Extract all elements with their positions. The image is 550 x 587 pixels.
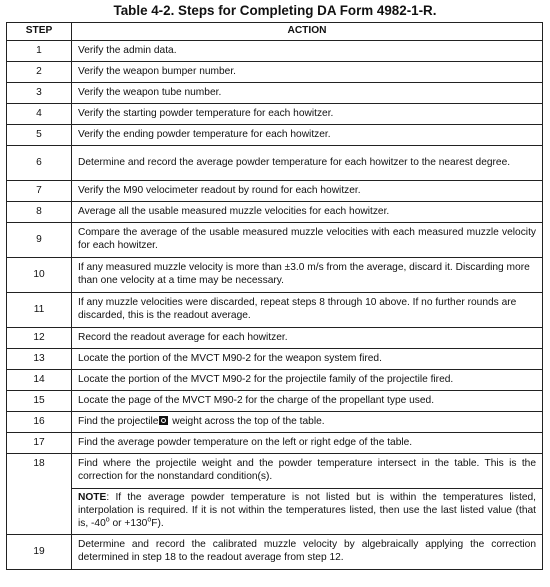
table-row: [7, 41, 543, 62]
step-number: 3: [7, 83, 72, 104]
table-row: [7, 202, 543, 223]
table-row-note: [7, 489, 543, 535]
step-action-text: weight across the top of the table.: [169, 415, 325, 427]
step-number: 1: [7, 41, 72, 62]
step-number: 15: [7, 391, 72, 412]
table-row: [7, 146, 543, 181]
step-action: Locate the portion of the MVCT M90-2 for the weapon system fired.: [72, 349, 543, 370]
note-label: NOTE: [78, 492, 107, 504]
step-action: Find the average powder temperature on the left or right edge of the table.: [72, 433, 543, 454]
step-action: Verify the ending powder temperature for each howitzer.: [72, 125, 543, 146]
step-column-header: STEP: [7, 23, 72, 41]
step-number: 13: [7, 349, 72, 370]
step-action: Verify the M90 velocimeter readout by round for each howitzer.: [72, 181, 543, 202]
step-action: If any measured muzzle velocity is more than ±3.0 m/s from the average, discard it. Discarding more than one velocity at a time may be necessary.: [72, 258, 543, 293]
step-number: 11: [7, 293, 72, 328]
note-text: or +130: [109, 517, 148, 529]
table-row: [7, 223, 543, 258]
step-number: 6: [7, 146, 72, 181]
step-action: [72, 412, 543, 433]
step-number: 4: [7, 104, 72, 125]
step-action: Record the readout average for each howitzer.: [72, 328, 543, 349]
table-row: [7, 258, 543, 293]
note-text: F).: [151, 517, 164, 529]
table-row: [7, 370, 543, 391]
table-row: [7, 433, 543, 454]
note-text: : If the average powder temperature is not listed but is within the temperatures listed, interpolation is required. If it is not within the temperatures listed, then use the last listed value (that is, -40: [78, 492, 536, 529]
step-number: 8: [7, 202, 72, 223]
step-number: 19: [7, 535, 72, 570]
step-action: Verify the weapon tube number.: [72, 83, 543, 104]
header-row: [7, 23, 543, 41]
table-row: [7, 293, 543, 328]
step-action: Determine and record the average powder temperature for each howitzer to the nearest degree.: [72, 146, 543, 181]
step-action: Verify the admin data.: [72, 41, 543, 62]
action-column-header: ACTION: [72, 23, 543, 41]
table-row: [7, 412, 543, 433]
step-action: Locate the page of the MVCT M90-2 for the charge of the propellant type used.: [72, 391, 543, 412]
table-row: [7, 104, 543, 125]
step-number: 5: [7, 125, 72, 146]
step-action: Locate the portion of the MVCT M90-2 for the projectile family of the projectile fired.: [72, 370, 543, 391]
table-row: [7, 181, 543, 202]
step-action: Determine and record the calibrated muzzle velocity by algebraically applying the correction determined in step 18 to the readout average from step 12.: [72, 535, 543, 570]
degree-symbol: o: [105, 516, 110, 524]
step-action: Verify the weapon bumper number.: [72, 62, 543, 83]
step-action: Verify the starting powder temperature for each howitzer.: [72, 104, 543, 125]
table-row: [7, 83, 543, 104]
projectile-symbol-icon: [159, 416, 168, 425]
step-number: 16: [7, 412, 72, 433]
table-row: [7, 535, 543, 570]
steps-table: [6, 22, 543, 570]
step-number: 18: [7, 454, 72, 535]
step-number: 9: [7, 223, 72, 258]
step-action: Compare the average of the usable measured muzzle velocities with each measured muzzle velocity for each howitzer.: [72, 223, 543, 258]
step-action: Average all the usable measured muzzle velocities for each howitzer.: [72, 202, 543, 223]
step-number: 12: [7, 328, 72, 349]
table-row: [7, 349, 543, 370]
degree-symbol: o: [147, 516, 152, 524]
step-number: 17: [7, 433, 72, 454]
step-note: [72, 489, 543, 535]
table-row: [7, 454, 543, 489]
table-row: [7, 62, 543, 83]
table-row: [7, 328, 543, 349]
step-action: If any muzzle velocities were discarded, repeat steps 8 through 10 above. If no further rounds are discarded, this is the readout average.: [72, 293, 543, 328]
step-number: 10: [7, 258, 72, 293]
step-action: Find where the projectile weight and the powder temperature intersect in the table. This is the correction for the nonstandard condition(s).: [72, 454, 543, 489]
step-action-text: Find the projectile: [78, 415, 159, 427]
step-number: 7: [7, 181, 72, 202]
step-number: 14: [7, 370, 72, 391]
table-row: [7, 391, 543, 412]
table-row: [7, 125, 543, 146]
table-title: Table 4-2. Steps for Completing DA Form 4982-1-R.: [113, 3, 437, 18]
step-number: 2: [7, 62, 72, 83]
